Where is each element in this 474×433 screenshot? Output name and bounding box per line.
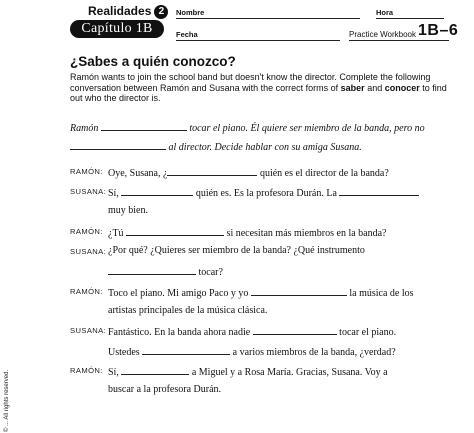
dialogue-text: Toco el piano. Mi amigo Paco y yo — [108, 288, 249, 299]
page-code: 1B–6 — [418, 22, 459, 39]
dialogue-text: ¿Tú — [108, 228, 124, 239]
speaker-ramon: RAMÓN: — [70, 366, 103, 375]
answer-blank-8[interactable] — [251, 285, 347, 296]
level-badge: 2 — [154, 5, 168, 19]
dialogue-line — [108, 364, 388, 378]
dialogue-text: muy bien. — [108, 205, 148, 216]
narrative-speaker: Ramón — [70, 123, 99, 134]
activity-title: ¿Sabes a quién conozco? — [70, 54, 236, 69]
speaker-ramon: RAMÓN: — [70, 287, 103, 296]
dialogue-text: si necesitan más miembros en la banda? — [226, 228, 387, 239]
dialogue-text: Sí, — [108, 188, 119, 199]
dialogue-line — [108, 225, 387, 239]
speaker-ramon: RAMÓN: — [70, 167, 103, 176]
answer-blank-6[interactable] — [126, 225, 224, 236]
narrative-line-2 — [70, 139, 362, 153]
date-line — [176, 40, 340, 41]
dialogue-text: Ustedes — [108, 347, 140, 358]
brand-name: Realidades — [88, 4, 152, 18]
dialogue-text: a varios miembros de la banda, ¿verdad? — [232, 347, 396, 358]
answer-blank-9[interactable] — [253, 324, 337, 335]
workbook-line — [349, 40, 449, 41]
dialogue-text: la música de los — [349, 288, 414, 299]
answer-blank-11[interactable] — [121, 364, 189, 375]
brand-realidades — [88, 4, 168, 19]
instructions — [70, 72, 460, 104]
keyword-saber: saber — [340, 82, 365, 93]
dialogue-line — [108, 324, 396, 338]
answer-blank-3[interactable] — [167, 165, 257, 176]
dialogue-text: tocar? — [198, 267, 223, 278]
dialogue-text: ¿Por qué? ¿Quieres ser miembro de la banda? ¿Qué instrumento — [108, 245, 365, 256]
answer-blank-10[interactable] — [142, 344, 230, 355]
intro-part1: Ramón wants to join the school band but doesn't know the director. Complete the following conversation between Ramón and Susana with the correct forms of — [70, 72, 431, 93]
dialogue-text: Sí, — [108, 367, 119, 378]
dialogue-text: tocar el piano. — [339, 327, 397, 338]
dialogue-text: artistas principales de la música clásica. — [108, 305, 268, 316]
speaker-ramon: RAMÓN: — [70, 227, 103, 236]
dialogue-text: Oye, Susana, ¿ — [108, 168, 168, 179]
narrative-text-2: al director. Decide hablar con su amiga Susana. — [168, 142, 362, 153]
chapter-chip: Capítulo 1B — [70, 20, 164, 38]
answer-blank-7[interactable] — [108, 264, 196, 275]
dialogue-line — [108, 264, 223, 278]
answer-blank-4[interactable] — [121, 185, 193, 196]
narrative-line-1 — [70, 120, 425, 134]
answer-blank-5[interactable] — [339, 185, 419, 196]
name-line — [176, 18, 360, 19]
dialogue-text: quién es. Es la profesora Durán. La — [195, 188, 337, 199]
dialogue-text: quién es el director de la banda? — [259, 168, 389, 179]
hour-label: Hora — [376, 8, 394, 17]
dialogue-line — [108, 344, 396, 358]
workbook-label: Practice Workbook — [349, 30, 416, 39]
dialogue-text: Fantástico. En la banda ahora nadie — [108, 327, 251, 338]
dialogue-line — [108, 285, 414, 299]
keyword-conocer: conocer — [384, 82, 420, 93]
speaker-susana: SUSANA: — [70, 187, 107, 196]
dialogue-text: a Miguel y a Rosa María. Gracias, Susana. Voy a — [191, 367, 388, 378]
speaker-susana: SUSANA: — [70, 247, 107, 256]
dialogue-line — [108, 185, 419, 199]
intro-part2: to find out who the director is. — [70, 82, 447, 103]
date-label: Fecha — [176, 30, 198, 39]
hour-line — [376, 18, 444, 19]
speaker-susana: SUSANA: — [70, 326, 107, 335]
narrative-text-1: tocar el piano. Él quiere ser miembro de la banda, pero no — [189, 123, 425, 134]
answer-blank-2[interactable] — [70, 139, 166, 150]
name-label: Nombre — [176, 8, 205, 17]
dialogue-line — [108, 165, 389, 179]
answer-blank-1[interactable] — [101, 120, 187, 131]
intro-and: and — [364, 82, 385, 93]
copyright-notice: © ... All rights reserved. — [4, 369, 10, 432]
dialogue-text: buscar a la profesora Durán. — [108, 384, 222, 395]
